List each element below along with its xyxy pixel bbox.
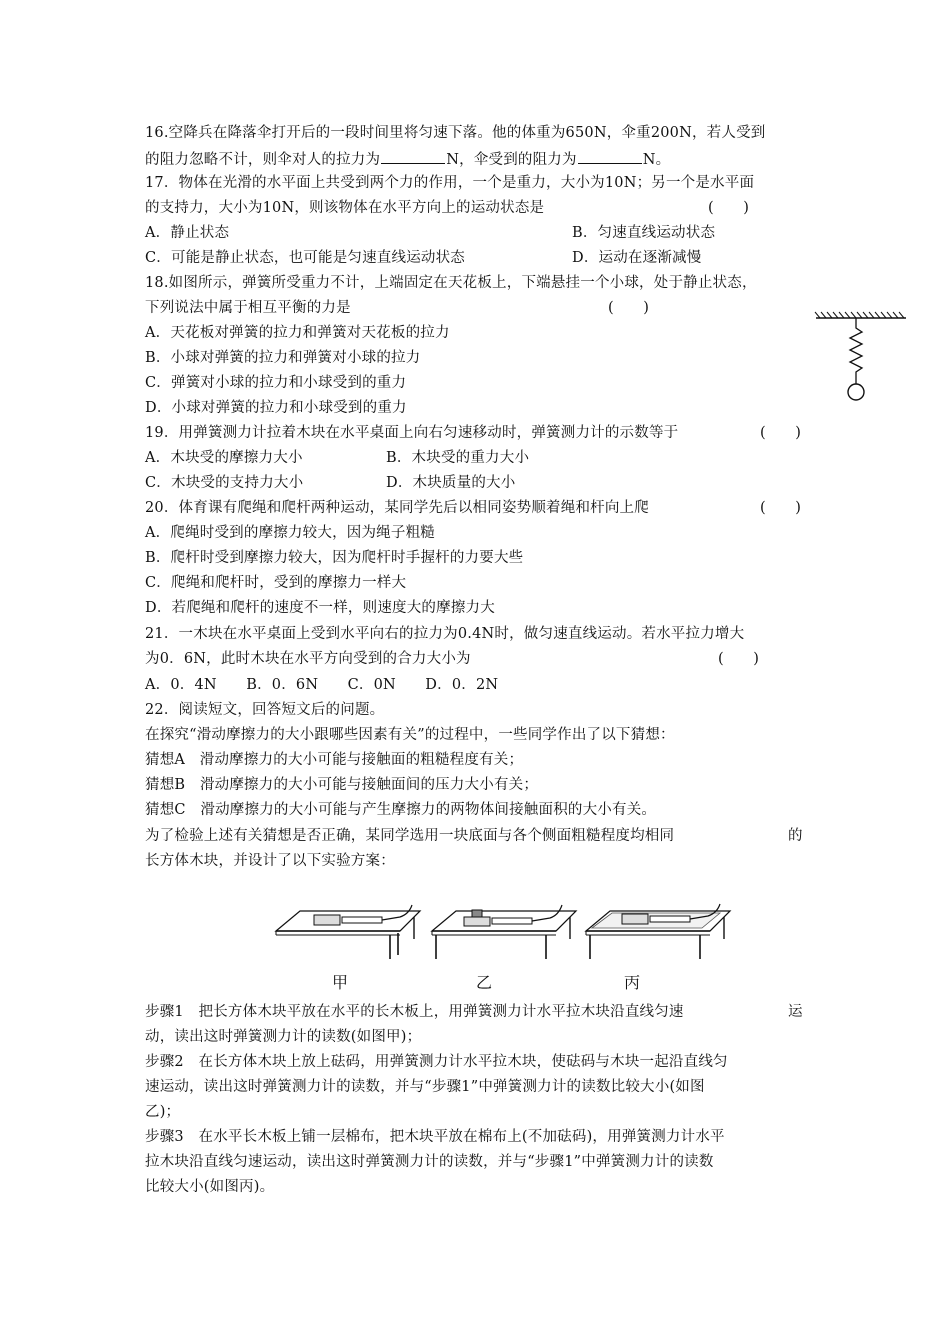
step3-line1: 步骤3 在水平长木板上铺一层棉布，把木块平放在棉布上(不加砝码)，用弹簧测力计水平: [145, 1129, 725, 1145]
q22-guess-b: 猜想B 滑动摩擦力的大小可能与接触面间的压力大小有关；: [145, 777, 539, 793]
q22-line1: 22．阅读短文，回答短文后的问题。: [145, 702, 385, 718]
q16-line2: [145, 149, 670, 169]
q19-option-c: C．木块受的支持力大小: [145, 475, 304, 491]
q21-line1: 21．一木块在水平桌面上受到水平向右的拉力为0.4N时，做匀速直线运动。若水平拉力增大: [145, 626, 745, 642]
q20-option-c: C．爬绳和爬杆时，受到的摩擦力一样大: [145, 575, 407, 591]
q17-line1: 17．物体在光滑的水平面上共受到两个力的作用，一个是重力，大小为10N；另一个是水平面: [145, 175, 755, 191]
q16-blank-1[interactable]: [381, 149, 445, 164]
experiment-figure-bing: [582, 897, 742, 963]
q18-option-b: B．小球对弹簧的拉力和弹簧对小球的拉力: [145, 350, 421, 366]
q17-option-d: D．运动在逐渐减慢: [572, 250, 702, 266]
q22-line6b: 的: [788, 828, 803, 844]
step1-line2: 动，读出这时弹簧测力计的读数(如图甲)；: [145, 1029, 422, 1045]
q22-line6a: 为了检验上述有关猜想是否正确，某同学选用一块底面与各个侧面粗糙程度均相同: [145, 828, 675, 844]
q16-text-a: 的阻力忽略不计，则伞对人的拉力为: [145, 152, 381, 168]
step2-line3: 乙)；: [145, 1104, 181, 1120]
q19-option-d: D．木块质量的大小: [386, 475, 516, 491]
q17-answer-bracket[interactable]: ( ): [708, 200, 750, 216]
q22-line7: 长方体木块，并设计了以下实验方案：: [145, 853, 395, 869]
q20-option-a: A．爬绳时受到的摩擦力较大，因为绳子粗糙: [145, 525, 435, 541]
figure-caption-bing: 丙: [624, 973, 641, 992]
q19-line1: 19．用弹簧测力计拉着木块在水平桌面上向右匀速移动时，弹簧测力计的示数等于: [145, 425, 679, 441]
step1-line1-end: 运: [788, 1004, 803, 1020]
step1-line1: 步骤1 把长方体木块平放在水平的长木板上，用弹簧测力计水平拉木块沿直线匀速: [145, 1004, 684, 1020]
figure-caption-yi: 乙: [476, 973, 493, 992]
q18-answer-bracket[interactable]: ( ): [608, 300, 650, 316]
q18-option-a: A．天花板对弹簧的拉力和弹簧对天花板的拉力: [145, 325, 450, 341]
q22-guess-a: 猜想A 滑动摩擦力的大小可能与接触面的粗糙程度有关；: [145, 752, 524, 768]
q16-text-c: N。: [642, 152, 671, 168]
q17-option-c: C．可能是静止状态，也可能是匀速直线运动状态: [145, 250, 465, 266]
q21-options: A．0．4N B．0．6N C．0N D．0．2N: [145, 677, 499, 693]
q18-line2: 下列说法中属于相互平衡的力是: [145, 300, 351, 316]
step3-line3: 比较大小(如图丙)。: [145, 1179, 275, 1195]
experiment-figure-yi: [428, 897, 588, 963]
q20-option-b: B．爬杆时受到摩擦力较大，因为爬杆时手握杆的力要大些: [145, 550, 524, 566]
q16-line1: 16.空降兵在降落伞打开后的一段时间里将匀速下落。他的体重为650N，伞重200N，若人受到: [145, 125, 766, 141]
spring-ball-figure: [812, 308, 912, 408]
step2-line1: 步骤2 在长方体木块上放上砝码，用弹簧测力计水平拉木块，使砝码与木块一起沿直线匀: [145, 1054, 728, 1070]
q17-line2: 的支持力，大小为10N，则该物体在水平方向上的运动状态是: [145, 200, 545, 216]
figure-caption-jia: 甲: [332, 973, 349, 992]
q20-answer-bracket[interactable]: ( ): [760, 500, 802, 516]
q17-option-b: B．匀速直线运动状态: [572, 225, 716, 241]
q19-answer-bracket[interactable]: ( ): [760, 425, 802, 441]
q18-option-d: D．小球对弹簧的拉力和小球受到的重力: [145, 400, 407, 416]
q21-answer-bracket[interactable]: ( ): [718, 651, 760, 667]
step3-line2: 拉木块沿直线匀速运动，读出这时弹簧测力计的读数，并与“步骤1”中弹簧测力计的读数: [145, 1154, 714, 1170]
q18-line1: 18.如图所示，弹簧所受重力不计，上端固定在天花板上，下端悬挂一个小球，处于静止状态，: [145, 275, 757, 291]
q22-line2: 在探究“滑动摩擦力的大小跟哪些因素有关”的过程中，一些同学作出了以下猜想：: [145, 727, 675, 743]
q18-option-c: C．弹簧对小球的拉力和小球受到的重力: [145, 375, 407, 391]
step2-line2: 速运动，读出这时弹簧测力计的读数，并与“步骤1”中弹簧测力计的读数比较大小(如图: [145, 1079, 705, 1095]
q20-option-d: D．若爬绳和爬杆的速度不一样，则速度大的摩擦力大: [145, 600, 495, 616]
q16-blank-2[interactable]: [578, 149, 642, 164]
q19-option-b: B．木块受的重力大小: [386, 450, 530, 466]
q19-option-a: A．木块受的摩擦力大小: [145, 450, 303, 466]
q20-line1: 20．体育课有爬绳和爬杆两种运动，某同学先后以相同姿势顺着绳和杆向上爬: [145, 500, 649, 516]
experiment-figure-jia: [272, 897, 432, 963]
q16-text-b: N，伞受到的阻力为: [446, 152, 577, 168]
q17-option-a: A．静止状态: [145, 225, 230, 241]
q22-guess-c: 猜想C 滑动摩擦力的大小可能与产生摩擦力的两物体间接触面积的大小有关。: [145, 802, 657, 818]
q21-line2: 为0．6N，此时木块在水平方向受到的合力大小为: [145, 651, 471, 667]
